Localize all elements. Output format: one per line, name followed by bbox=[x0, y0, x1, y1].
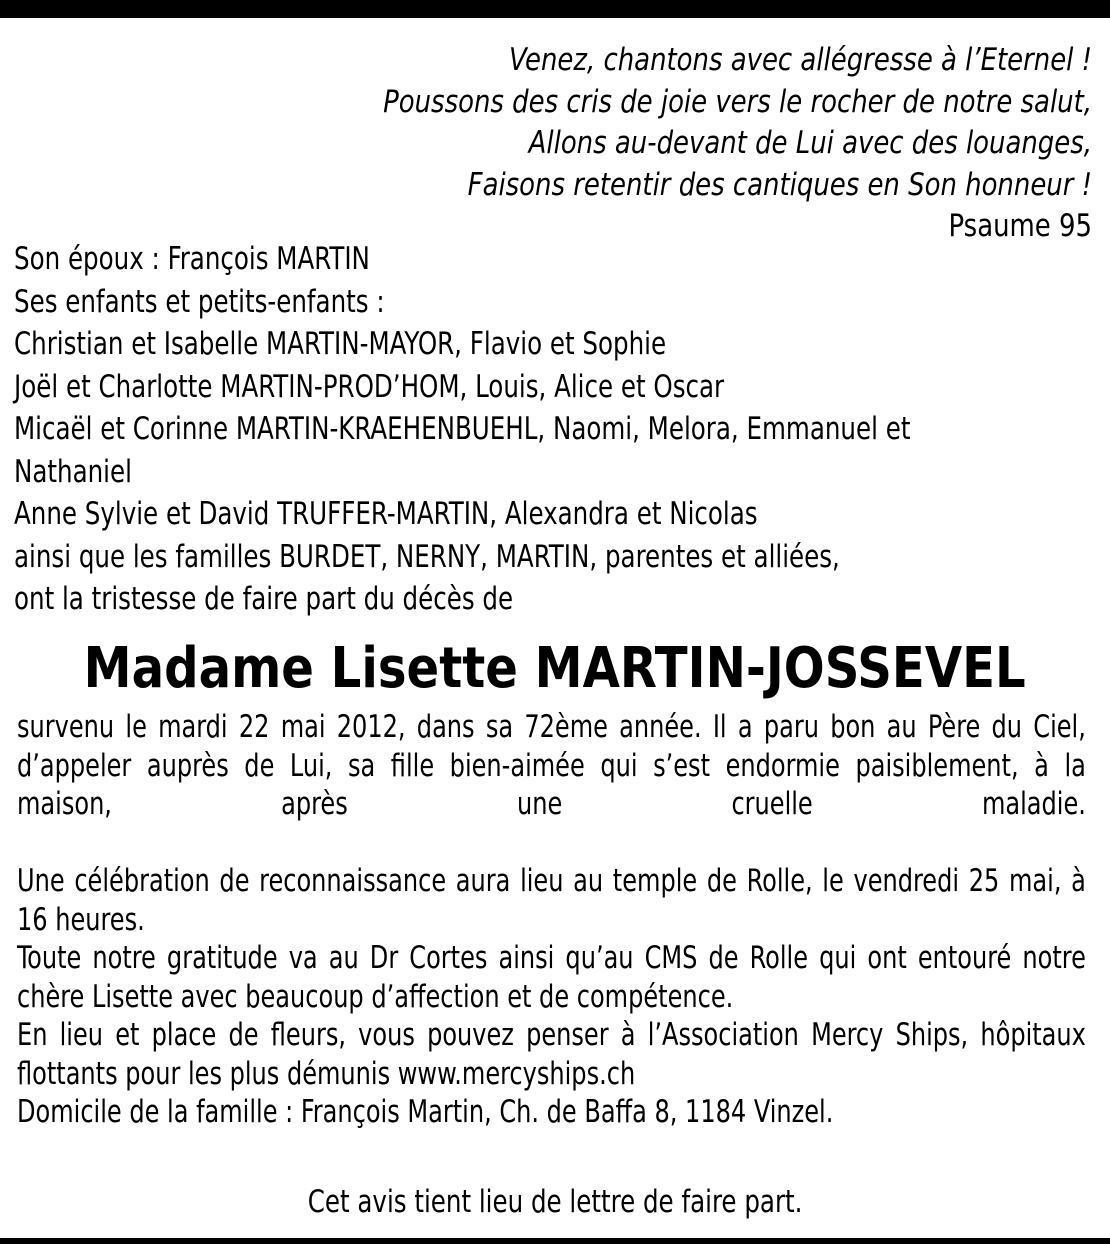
family-line: Joël et Charlotte MARTIN-PROD’HOM, Louis, Alice et Oscar bbox=[14, 368, 725, 405]
verse-line: Venez, chantons avec allégresse à l’Eternel ! bbox=[508, 42, 1093, 78]
family-line: Nathaniel bbox=[14, 453, 132, 490]
domicile-paragraph: Domicile de la famille : François Martin, Ch. de Baffa 8, 1184 Vinzel. bbox=[17, 1094, 834, 1130]
announcement-body bbox=[17, 708, 1086, 1132]
bottom-rule bbox=[0, 1238, 1110, 1244]
passing-paragraph: survenu le mardi 22 mai 2012, dans sa 72ème année. Il a paru bon au Père du Ciel, d’appeler auprès de Lui, sa fille bien-aimée qui s’est endormie paisiblement, à la maison, après une cruelle maladie. bbox=[17, 709, 1086, 822]
flowers-paragraph: En lieu et place de fleurs, vous pouvez penser à l’Association Mercy Ships, hôpitaux flottants pour les plus démunis www.mercyships.ch bbox=[17, 1017, 1086, 1092]
verse-reference: Psaume 95 bbox=[948, 208, 1092, 244]
deceased-name-heading bbox=[0, 634, 1110, 704]
top-rule bbox=[0, 0, 1110, 18]
family-line: Christian et Isabelle MARTIN-MAYOR, Flavio et Sophie bbox=[14, 326, 667, 362]
family-line: ainsi que les familles BURDET, NERNY, MARTIN, parentes et alliées, bbox=[14, 538, 840, 575]
closing-text: Cet avis tient lieu de lettre de faire part. bbox=[307, 1184, 803, 1220]
family-line: Anne Sylvie et David TRUFFER-MARTIN, Alexandra et Nicolas bbox=[14, 496, 758, 532]
family-line: Ses enfants et petits-enfants : bbox=[14, 283, 385, 320]
family-line: ont la tristesse de faire part du décès de bbox=[14, 581, 514, 617]
gratitude-paragraph: Toute notre gratitude va au Dr Cortes ainsi qu’au CMS de Rolle qui ont entouré notre chère Lisette avec beaucoup d’affection et de compétence. bbox=[17, 940, 1086, 1015]
celebration-paragraph: Une célébration de reconnaissance aura lieu au temple de Rolle, le vendredi 25 mai, à 16 heures. bbox=[17, 863, 1086, 938]
paragraph-gap bbox=[17, 824, 1086, 863]
deceased-name: Madame Lisette MARTIN-JOSSEVEL bbox=[83, 636, 1027, 701]
verse-line: Allons au-devant de Lui avec des louanges, bbox=[528, 125, 1092, 161]
closing-note bbox=[0, 1182, 1110, 1222]
verse-line: Poussons des cris de joie vers le rocher de notre salut, bbox=[383, 83, 1092, 120]
family-list bbox=[14, 238, 1052, 621]
verse-line: Faisons retentir des cantiques en Son honneur ! bbox=[467, 166, 1092, 203]
family-line: Micaël et Corinne MARTIN-KRAEHENBUEHL, Naomi, Melora, Emmanuel et bbox=[14, 411, 911, 447]
family-line: Son époux : François MARTIN bbox=[14, 241, 370, 277]
psalm-verse bbox=[106, 40, 1092, 248]
